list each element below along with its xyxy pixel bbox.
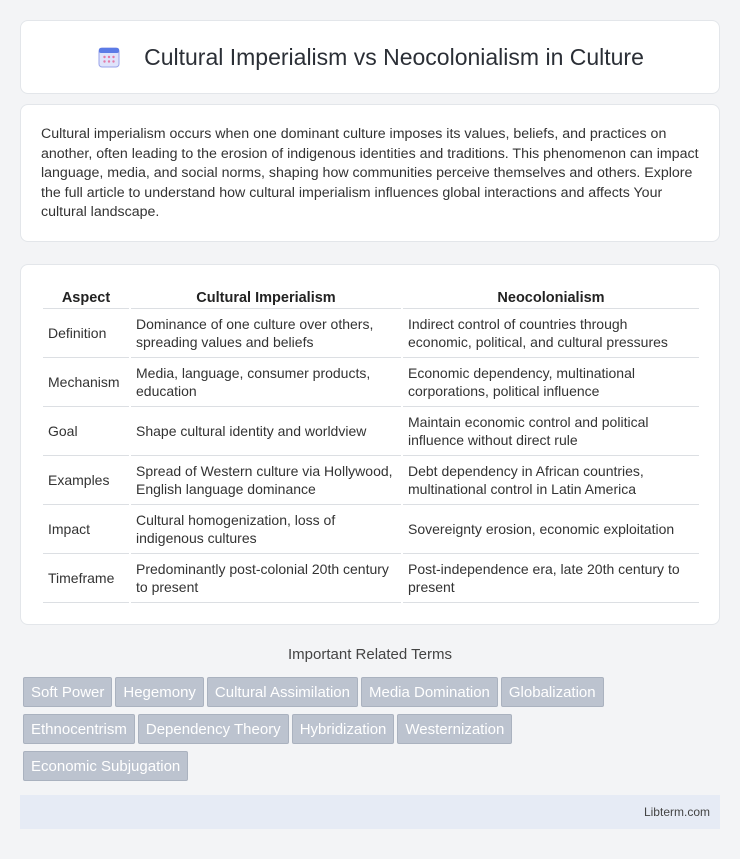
term-tag[interactable]: Westernization (397, 714, 512, 744)
row-neocolonialism: Post-independence era, late 20th century to present (403, 554, 699, 603)
term-tag[interactable]: Dependency Theory (138, 714, 289, 744)
term-tag[interactable]: Globalization (501, 677, 604, 707)
comparison-card (20, 264, 720, 625)
footer-site-link[interactable]: Libterm.com (643, 805, 710, 819)
term-tag[interactable]: Ethnocentrism (23, 714, 135, 744)
table-row (43, 456, 699, 505)
title-card (20, 20, 720, 94)
row-neocolonialism: Sovereignty erosion, economic exploitation (403, 505, 699, 554)
row-aspect: Definition (43, 309, 129, 358)
table-row (43, 554, 699, 603)
term-tag[interactable]: Hybridization (292, 714, 395, 744)
row-cultural-imperialism: Dominance of one culture over others, spreading values and beliefs (131, 309, 401, 358)
term-tag[interactable]: Hegemony (115, 677, 204, 707)
table-row (43, 309, 699, 358)
row-aspect: Examples (43, 456, 129, 505)
header-aspect: Aspect (43, 283, 129, 309)
page-title: Cultural Imperialism vs Neocolonialism in Culture (144, 43, 644, 70)
table-row (43, 505, 699, 554)
related-terms-list (23, 677, 723, 788)
footer (20, 795, 720, 829)
comparison-table (41, 283, 701, 603)
intro-card (20, 104, 720, 242)
header-neocolonialism: Neocolonialism (403, 283, 699, 309)
row-aspect: Timeframe (43, 554, 129, 603)
row-neocolonialism: Maintain economic control and political influence without direct rule (403, 407, 699, 456)
row-cultural-imperialism: Media, language, consumer products, education (131, 358, 401, 407)
row-aspect: Goal (43, 407, 129, 456)
related-terms-heading: Important Related Terms (288, 646, 452, 663)
table-row (43, 358, 699, 407)
term-tag[interactable]: Cultural Assimilation (207, 677, 358, 707)
header-cultural-imperialism: Cultural Imperialism (131, 283, 401, 309)
term-tag[interactable]: Economic Subjugation (23, 751, 188, 781)
intro-paragraph: Cultural imperialism occurs when one dominant culture imposes its values, beliefs, and practices on another, often leading to the erosion of indigenous identities and traditions. This phenomenon can impact language, media, and social norms, shaping how communities perceive themselves and others. Explore the full article to understand how cultural imperialism influences global interactions and affects Your cultural landscape. (41, 126, 699, 220)
row-neocolonialism: Debt dependency in African countries, multinational control in Latin America (403, 456, 699, 505)
table-row (43, 407, 699, 456)
calendar-icon (96, 44, 122, 70)
term-tag[interactable]: Media Domination (361, 677, 498, 707)
row-aspect: Impact (43, 505, 129, 554)
row-cultural-imperialism: Shape cultural identity and worldview (131, 407, 401, 456)
row-neocolonialism: Economic dependency, multinational corporations, political influence (403, 358, 699, 407)
row-cultural-imperialism: Predominantly post-colonial 20th century to present (131, 554, 401, 603)
row-cultural-imperialism: Cultural homogenization, loss of indigenous cultures (131, 505, 401, 554)
table-header-row (43, 283, 699, 309)
row-cultural-imperialism: Spread of Western culture via Hollywood, English language dominance (131, 456, 401, 505)
term-tag[interactable]: Soft Power (23, 677, 112, 707)
row-aspect: Mechanism (43, 358, 129, 407)
row-neocolonialism: Indirect control of countries through economic, political, and cultural pressures (403, 309, 699, 358)
